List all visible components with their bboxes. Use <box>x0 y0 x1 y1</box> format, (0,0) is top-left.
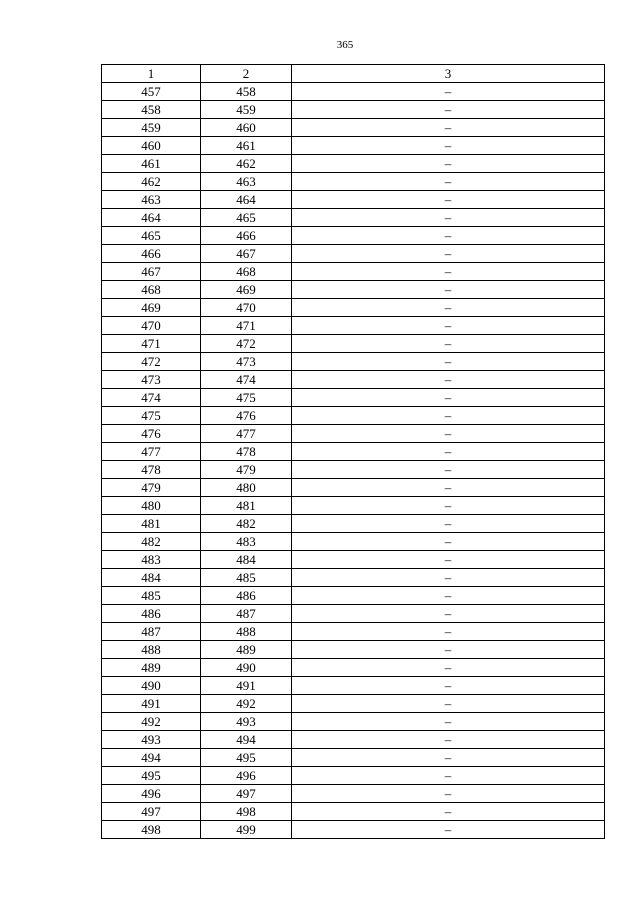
table-cell-col-2: 459 <box>201 101 292 119</box>
table-cell-col-3: – <box>292 137 605 155</box>
table-cell-col-3: – <box>292 461 605 479</box>
table-row <box>102 137 605 155</box>
table-cell-col-1: 476 <box>102 425 201 443</box>
table-cell-col-1: 474 <box>102 389 201 407</box>
table-cell-col-1: 458 <box>102 101 201 119</box>
table-cell-col-3: – <box>292 335 605 353</box>
table-cell-col-3: – <box>292 515 605 533</box>
table-cell-col-1: 486 <box>102 605 201 623</box>
table-row <box>102 119 605 137</box>
table-cell-col-1: 487 <box>102 623 201 641</box>
table-row <box>102 83 605 101</box>
table-cell-col-2: 488 <box>201 623 292 641</box>
table-row <box>102 245 605 263</box>
table-cell-col-1: 485 <box>102 587 201 605</box>
table-row <box>102 695 605 713</box>
table-cell-col-1: 465 <box>102 227 201 245</box>
table-cell-col-1: 457 <box>102 83 201 101</box>
table-cell-col-3: – <box>292 677 605 695</box>
table-cell-col-3: – <box>292 425 605 443</box>
table-cell-col-2: 491 <box>201 677 292 695</box>
table-row <box>102 641 605 659</box>
table-cell-col-3: – <box>292 641 605 659</box>
table-cell-col-2: 467 <box>201 245 292 263</box>
table-cell-col-3: – <box>292 533 605 551</box>
table-row <box>102 227 605 245</box>
table-cell-col-1: 464 <box>102 209 201 227</box>
table-row <box>102 407 605 425</box>
table-cell-col-2: 492 <box>201 695 292 713</box>
table-row <box>102 515 605 533</box>
table-cell-col-3: – <box>292 731 605 749</box>
table-cell-col-1: 494 <box>102 749 201 767</box>
table-row <box>102 497 605 515</box>
table-cell-col-3: – <box>292 245 605 263</box>
table-row <box>102 425 605 443</box>
table-cell-col-3: – <box>292 263 605 281</box>
table-cell-col-3: – <box>292 587 605 605</box>
table-cell-col-2: 481 <box>201 497 292 515</box>
table-cell-col-3: – <box>292 767 605 785</box>
table-cell-col-3: – <box>292 569 605 587</box>
data-table <box>101 64 605 839</box>
table-cell-col-3: – <box>292 749 605 767</box>
table-cell-col-2: 463 <box>201 173 292 191</box>
table-cell-col-1: 477 <box>102 443 201 461</box>
table-cell-col-3: – <box>292 299 605 317</box>
table-row <box>102 767 605 785</box>
table-cell-col-1: 462 <box>102 173 201 191</box>
table-cell-col-2: 473 <box>201 353 292 371</box>
table-cell-col-2: 474 <box>201 371 292 389</box>
table-cell-col-3: – <box>292 659 605 677</box>
table-cell-col-3: – <box>292 227 605 245</box>
table-cell-col-2: 460 <box>201 119 292 137</box>
table-cell-col-1: 495 <box>102 767 201 785</box>
table-cell-col-2: 490 <box>201 659 292 677</box>
table-row <box>102 587 605 605</box>
table-cell-col-3: – <box>292 155 605 173</box>
table-cell-col-1: 483 <box>102 551 201 569</box>
table-cell-col-3: – <box>292 803 605 821</box>
table-cell-col-2: 470 <box>201 299 292 317</box>
table-row <box>102 389 605 407</box>
table-cell-col-1: 489 <box>102 659 201 677</box>
table-cell-col-2: 479 <box>201 461 292 479</box>
table-cell-col-1: 492 <box>102 713 201 731</box>
table-row <box>102 479 605 497</box>
table-cell-col-1: 482 <box>102 533 201 551</box>
table-cell-col-1: 469 <box>102 299 201 317</box>
table-cell-col-2: 476 <box>201 407 292 425</box>
table-row <box>102 623 605 641</box>
table-cell-col-3: – <box>292 173 605 191</box>
table-row <box>102 677 605 695</box>
table-cell-col-3: – <box>292 695 605 713</box>
table-cell-col-1: 497 <box>102 803 201 821</box>
table-header-row <box>102 65 605 83</box>
table-cell-col-2: 480 <box>201 479 292 497</box>
table-cell-col-2: 496 <box>201 767 292 785</box>
table-row <box>102 371 605 389</box>
table-cell-col-3: – <box>292 605 605 623</box>
table-row <box>102 353 605 371</box>
table-cell-col-2: 499 <box>201 821 292 839</box>
table-cell-col-1: 461 <box>102 155 201 173</box>
table-cell-col-2: 472 <box>201 335 292 353</box>
table-cell-col-3: – <box>292 623 605 641</box>
table-cell-col-2: 471 <box>201 317 292 335</box>
table-cell-col-3: – <box>292 119 605 137</box>
table-cell-col-3: – <box>292 479 605 497</box>
table-cell-col-1: 475 <box>102 407 201 425</box>
table-row <box>102 263 605 281</box>
table-cell-col-1: 481 <box>102 515 201 533</box>
table-cell-col-3: – <box>292 317 605 335</box>
table-row <box>102 443 605 461</box>
table-row <box>102 281 605 299</box>
table-cell-col-1: 493 <box>102 731 201 749</box>
table-cell-col-2: 469 <box>201 281 292 299</box>
table-cell-col-1: 460 <box>102 137 201 155</box>
table-body <box>102 83 605 839</box>
table-row <box>102 173 605 191</box>
table-cell-col-1: 484 <box>102 569 201 587</box>
table-cell-col-1: 472 <box>102 353 201 371</box>
table-row <box>102 335 605 353</box>
table-row <box>102 749 605 767</box>
table-cell-col-2: 497 <box>201 785 292 803</box>
table-cell-col-3: – <box>292 785 605 803</box>
table-row <box>102 461 605 479</box>
table-cell-col-1: 466 <box>102 245 201 263</box>
table-cell-col-3: – <box>292 497 605 515</box>
table-row <box>102 191 605 209</box>
column-header-2: 2 <box>201 65 292 83</box>
table-cell-col-2: 482 <box>201 515 292 533</box>
table-cell-col-1: 463 <box>102 191 201 209</box>
table-cell-col-3: – <box>292 407 605 425</box>
table-cell-col-3: – <box>292 83 605 101</box>
table-cell-col-1: 479 <box>102 479 201 497</box>
table-row <box>102 605 605 623</box>
table-row <box>102 533 605 551</box>
table-cell-col-3: – <box>292 443 605 461</box>
table-cell-col-1: 467 <box>102 263 201 281</box>
table-row <box>102 299 605 317</box>
table-cell-col-3: – <box>292 389 605 407</box>
table-cell-col-3: – <box>292 209 605 227</box>
table-row <box>102 731 605 749</box>
table-cell-col-1: 473 <box>102 371 201 389</box>
table-row <box>102 317 605 335</box>
table-cell-col-2: 494 <box>201 731 292 749</box>
table-cell-col-2: 461 <box>201 137 292 155</box>
table-row <box>102 785 605 803</box>
table-cell-col-1: 480 <box>102 497 201 515</box>
table-cell-col-2: 493 <box>201 713 292 731</box>
table-cell-col-2: 464 <box>201 191 292 209</box>
table-cell-col-2: 486 <box>201 587 292 605</box>
table-cell-col-2: 466 <box>201 227 292 245</box>
table-cell-col-2: 465 <box>201 209 292 227</box>
table-cell-col-2: 477 <box>201 425 292 443</box>
table-cell-col-2: 498 <box>201 803 292 821</box>
table-cell-col-2: 458 <box>201 83 292 101</box>
table-cell-col-3: – <box>292 713 605 731</box>
table-cell-col-1: 468 <box>102 281 201 299</box>
table-cell-col-1: 470 <box>102 317 201 335</box>
table-cell-col-1: 471 <box>102 335 201 353</box>
table-cell-col-1: 459 <box>102 119 201 137</box>
table-row <box>102 713 605 731</box>
table-cell-col-2: 487 <box>201 605 292 623</box>
table-row <box>102 803 605 821</box>
table-row <box>102 101 605 119</box>
table-cell-col-2: 478 <box>201 443 292 461</box>
column-header-3: 3 <box>292 65 605 83</box>
table-cell-col-3: – <box>292 371 605 389</box>
table-cell-col-2: 483 <box>201 533 292 551</box>
table-cell-col-3: – <box>292 821 605 839</box>
table-cell-col-1: 490 <box>102 677 201 695</box>
table-cell-col-1: 491 <box>102 695 201 713</box>
table-cell-col-2: 475 <box>201 389 292 407</box>
table-row <box>102 209 605 227</box>
table-cell-col-2: 484 <box>201 551 292 569</box>
column-header-1: 1 <box>102 65 201 83</box>
table-cell-col-1: 488 <box>102 641 201 659</box>
table-cell-col-3: – <box>292 191 605 209</box>
table-row <box>102 659 605 677</box>
table-cell-col-3: – <box>292 551 605 569</box>
table-cell-col-1: 498 <box>102 821 201 839</box>
table-cell-col-1: 496 <box>102 785 201 803</box>
table-cell-col-3: – <box>292 281 605 299</box>
table-cell-col-2: 485 <box>201 569 292 587</box>
table-row <box>102 569 605 587</box>
table-cell-col-2: 495 <box>201 749 292 767</box>
table-cell-col-2: 468 <box>201 263 292 281</box>
table-row <box>102 821 605 839</box>
table-cell-col-1: 478 <box>102 461 201 479</box>
table-cell-col-2: 489 <box>201 641 292 659</box>
table-row <box>102 551 605 569</box>
table-cell-col-2: 462 <box>201 155 292 173</box>
table-row <box>102 155 605 173</box>
page-number: 365 <box>336 39 354 51</box>
table-cell-col-3: – <box>292 353 605 371</box>
table-cell-col-3: – <box>292 101 605 119</box>
